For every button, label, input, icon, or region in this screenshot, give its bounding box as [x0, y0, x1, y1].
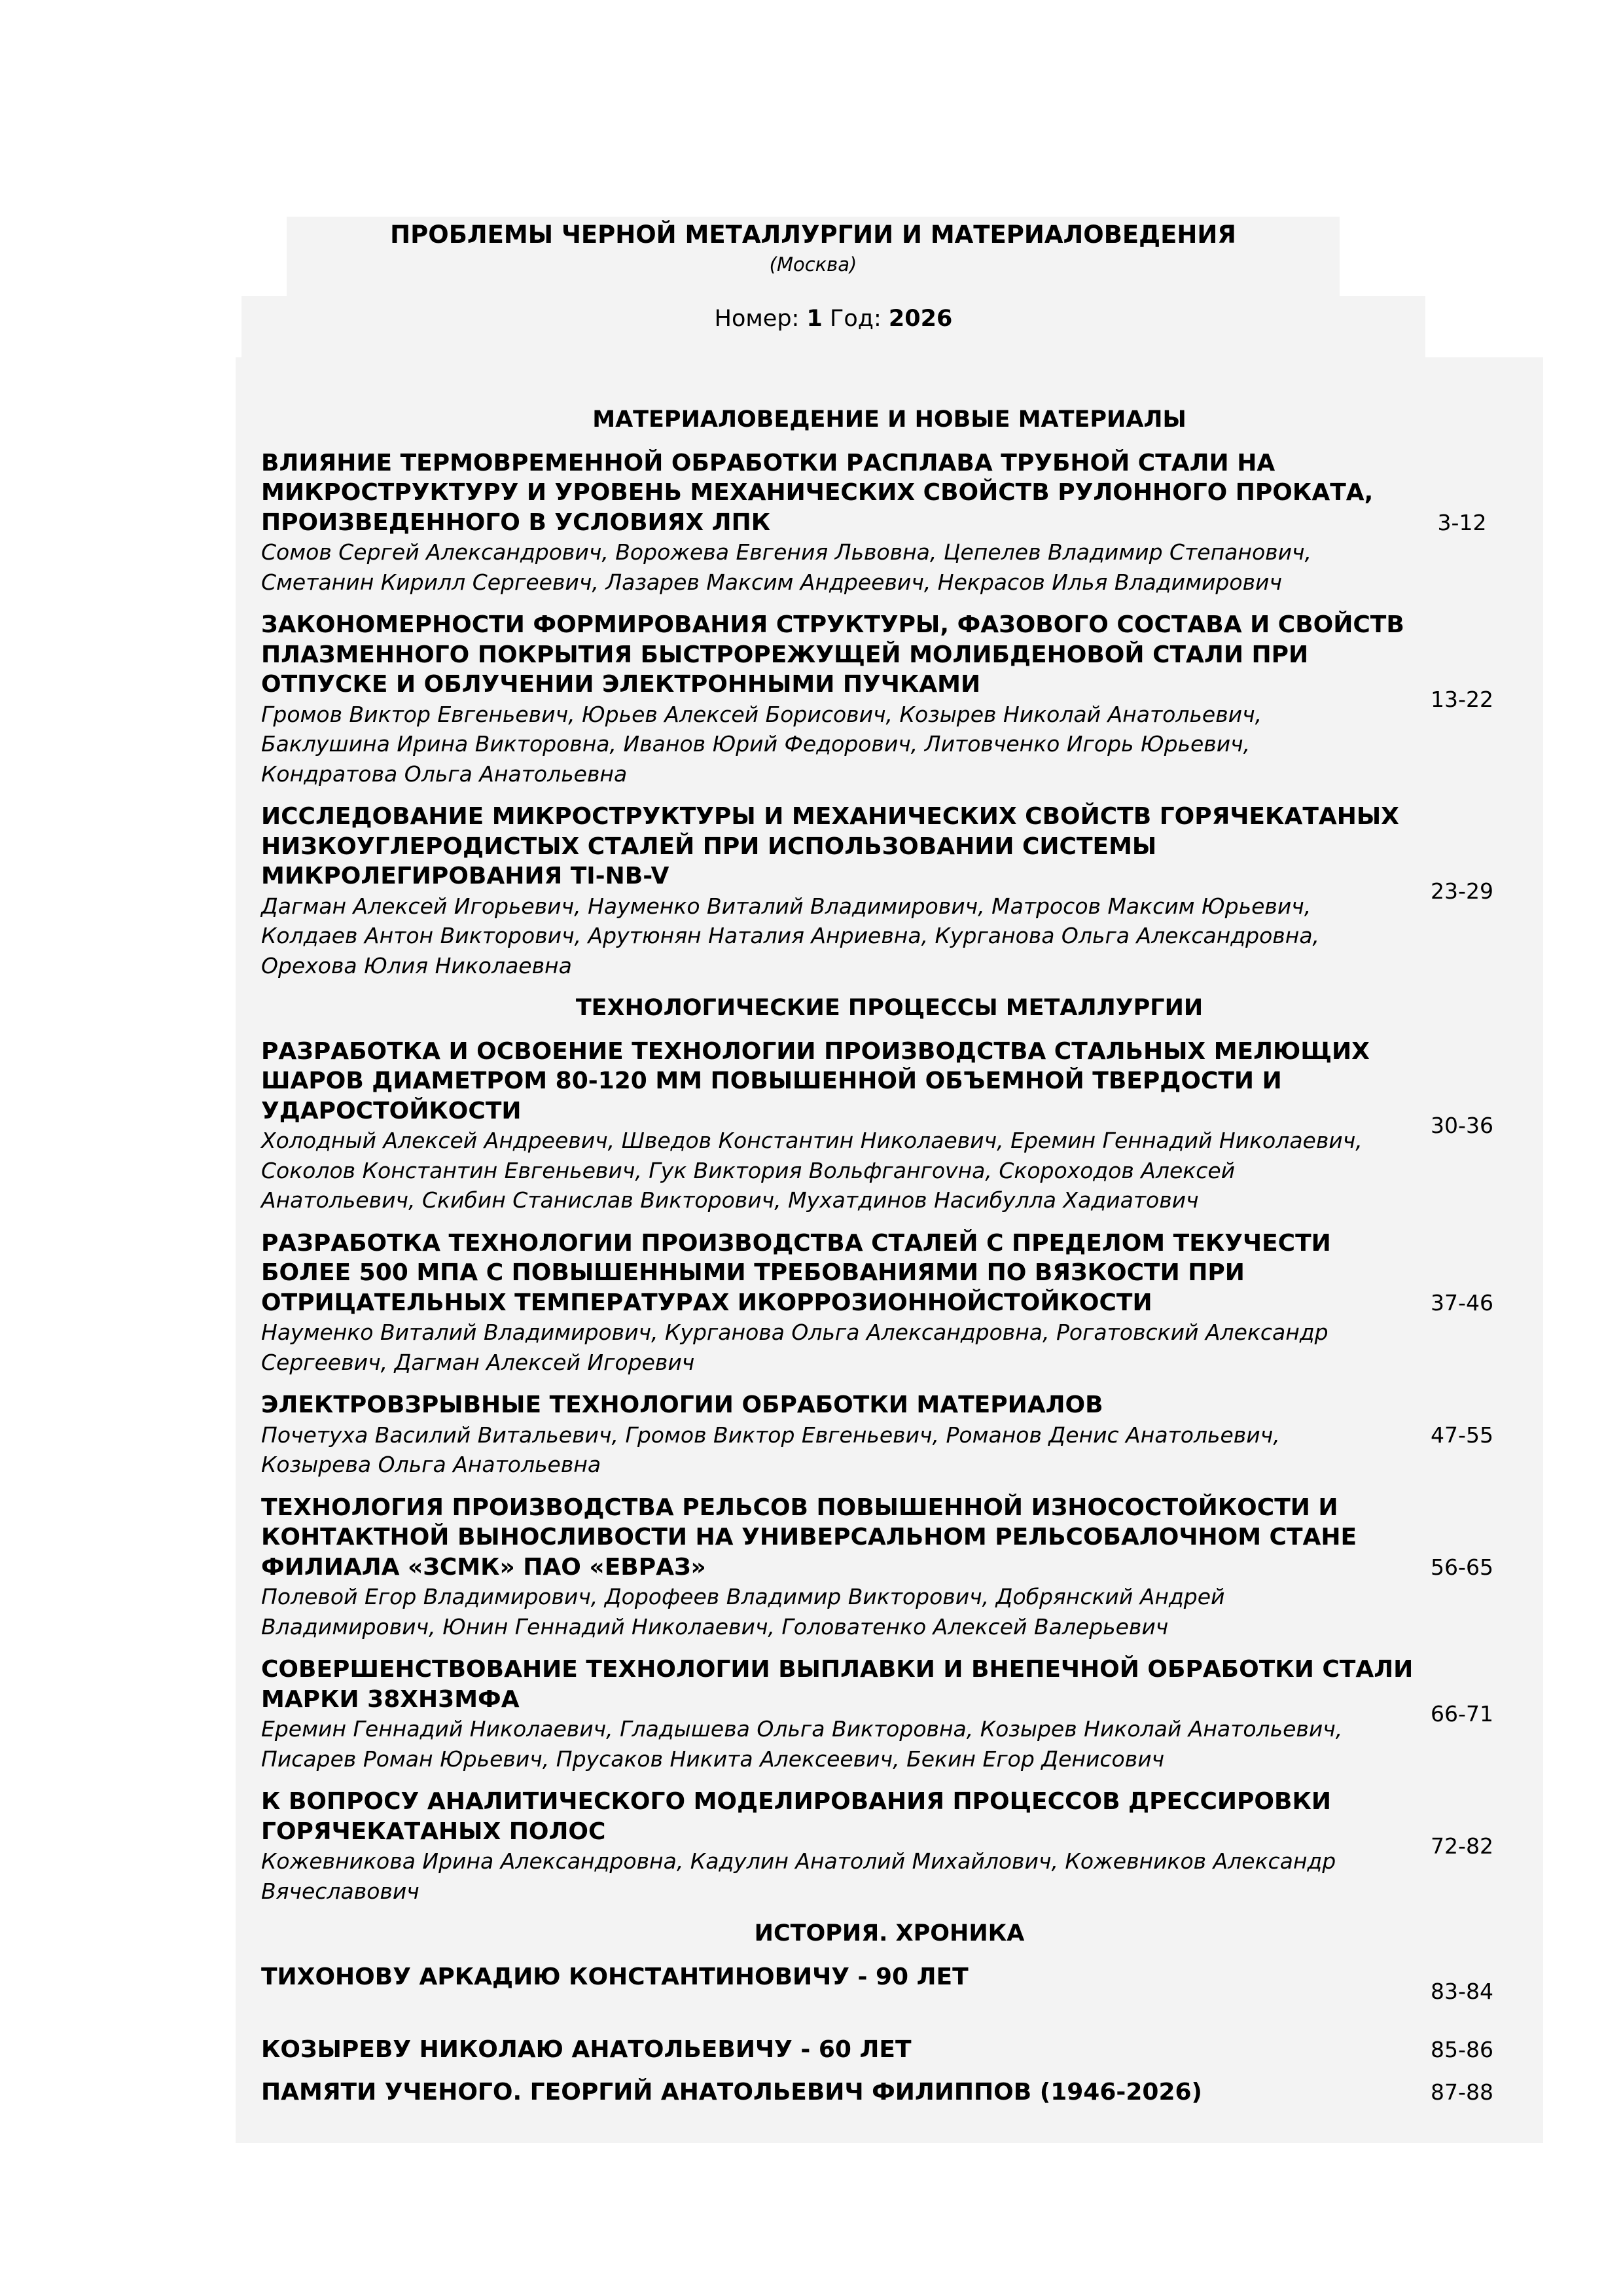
- article-title-line[interactable]: МАРКИ 38ХН3МФА: [261, 1685, 520, 1713]
- article-authors-line: Кожевникова Ирина Александровна, Кадулин Анатолий Михайлович, Кожевников Александр: [261, 1848, 1336, 1874]
- article-title-line[interactable]: КОНТАКТНОЙ ВЫНОСЛИВОСТИ НА УНИВЕРСАЛЬНОМ РЕЛЬСОБАЛОЧНОМ СТАНЕ: [261, 1524, 1357, 1551]
- toc-entry: [236, 1655, 1543, 1774]
- section-heading: МАТЕРИАЛОВЕДЕНИЕ И НОВЫЕ МАТЕРИАЛЫ: [592, 406, 1186, 433]
- entry-body: [236, 1037, 1406, 1215]
- entry-body: [236, 1655, 1414, 1774]
- entry-body: [236, 2035, 1406, 2065]
- article-pages: 37-46: [1431, 1289, 1493, 1316]
- article-authors-line: Кондратова Ольга Анатольевна: [261, 761, 628, 787]
- article-authors-line: Орехова Юлия Николаевна: [261, 952, 572, 978]
- article-authors-line: Баклушина Ирина Викторовна, Иванов Юрий Федорович, Литовченко Игорь Юрьевич,: [261, 731, 1251, 757]
- article-title-line[interactable]: ФИЛИАЛА «ЗСМК» ПАО «ЕВРАЗ»: [261, 1553, 706, 1581]
- article-pages: 66-71: [1431, 1701, 1493, 1727]
- article-title-line[interactable]: МИКРОЛЕГИРОВАНИЯ TI-NB-V: [261, 863, 669, 889]
- toc-entry: [236, 1962, 1543, 2022]
- article-authors-line: Науменко Виталий Владимирович, Курганова Ольга Александровна, Рогатовский Александр: [261, 1319, 1329, 1345]
- article-authors-line: Сомов Сергей Александрович, Ворожева Евгения Львовна, Цепелев Владимир Степанович,: [261, 539, 1312, 565]
- article-title-line[interactable]: СОВЕРШЕНСТВОВАНИЕ ТЕХНОЛОГИИ ВЫПЛАВКИ И ВНЕПЕЧНОЙ ОБРАБОТКИ СТАЛИ: [261, 1656, 1414, 1683]
- article-authors-line: Вячеславович: [261, 1878, 419, 1904]
- article-title-line[interactable]: ШАРОВ ДИАМЕТРОМ 80-120 ММ ПОВЫШЕННОЙ ОБЪЕМНОЙ ТВЕРДОСТИ И: [261, 1067, 1282, 1094]
- article-title-line[interactable]: РАЗРАБОТКА И ОСВОЕНИЕ ТЕХНОЛОГИИ ПРОИЗВОДСТВА СТАЛЬНЫХ МЕЛЮЩИХ: [261, 1037, 1370, 1065]
- toc-entry: [236, 2077, 1543, 2108]
- toc-entry: [236, 1037, 1543, 1215]
- toc-entry: [236, 2035, 1543, 2065]
- article-pages: 56-65: [1431, 1554, 1493, 1580]
- article-authors-line: Сметанин Кирилл Сергеевич, Лазарев Максим Андреевич, Некрасов Илья Владимирович: [261, 569, 1282, 595]
- section-heading: ТЕХНОЛОГИЧЕСКИЕ ПРОЦЕССЫ МЕТАЛЛУРГИИ: [575, 995, 1204, 1021]
- issue-label: Номер:: [714, 306, 800, 332]
- article-authors-line: Почетуха Василий Витальевич, Громов Виктор Евгеньевич, Романов Денис Анатольевич,: [261, 1422, 1280, 1448]
- article-title-line[interactable]: К ВОПРОСУ АНАЛИТИЧЕСКОГО МОДЕЛИРОВАНИЯ ПРОЦЕССОВ ДРЕССИРОВКИ: [261, 1788, 1332, 1815]
- article-authors-line: Козырева Ольга Анатольевна: [261, 1452, 601, 1477]
- article-authors-line: Писарев Роман Юрьевич, Прусаков Никита Алексеевич, Бекин Егор Денисович: [261, 1746, 1165, 1772]
- article-pages: 87-88: [1431, 2079, 1493, 2105]
- article-pages: 85-86: [1431, 2036, 1493, 2062]
- section-heading: ИСТОРИЯ. ХРОНИКА: [754, 1920, 1025, 1946]
- article-authors-line: Холодный Алексей Андреевич, Шведов Константин Николаевич, Еремин Геннадий Николаевич,: [261, 1128, 1363, 1153]
- entry-body: [236, 1493, 1406, 1642]
- table-of-contents: [236, 405, 1543, 2121]
- article-pages: 83-84: [1431, 1979, 1493, 2005]
- entry-body: [236, 610, 1406, 789]
- article-pages: 72-82: [1431, 1833, 1493, 1859]
- article-title-line[interactable]: ЗАКОНОМЕРНОСТИ ФОРМИРОВАНИЯ СТРУКТУРЫ, ФАЗОВОГО СОСТАВА И СВОЙСТВ: [261, 611, 1404, 638]
- blank-line: [261, 1992, 1406, 2022]
- article-authors-line: Полевой Егор Владимирович, Дорофеев Владимир Викторович, Добрянский Андрей: [261, 1584, 1225, 1609]
- toc-entry: [236, 610, 1543, 789]
- journal-city: (Москва): [769, 253, 857, 276]
- toc-entry: [236, 802, 1543, 980]
- article-authors-line: Дагман Алексей Игорьевич, Науменко Виталий Владимирович, Матросов Максим Юрьевич,: [261, 893, 1311, 919]
- entry-body: [236, 802, 1406, 980]
- article-title-line[interactable]: НИЗКОУГЛЕРОДИСТЫХ СТАЛЕЙ ПРИ ИСПОЛЬЗОВАНИИ СИСТЕМЫ: [261, 833, 1157, 860]
- article-authors-line: Соколов Константин Евгеньевич, Гук Виктория Вольфгангovна, Скороходов Алексей: [261, 1157, 1236, 1183]
- toc-entry: [236, 1229, 1543, 1378]
- article-pages: 30-36: [1431, 1113, 1493, 1139]
- article-title-line[interactable]: ПЛАЗМЕННОГО ПОКРЫТИЯ БЫСТРОРЕЖУЩЕЙ МОЛИБДЕНОВОЙ СТАЛИ ПРИ: [261, 641, 1309, 668]
- article-title-line[interactable]: ОТРИЦАТЕЛЬНЫХ ТЕМПЕРАТУРАХ ИКОРРОЗИОННОЙСТОЙКОСТИ: [261, 1289, 1152, 1316]
- entry-body: [236, 1229, 1406, 1378]
- entry-body: [236, 1962, 1406, 2022]
- article-title-line[interactable]: ТЕХНОЛОГИЯ ПРОИЗВОДСТВА РЕЛЬСОВ ПОВЫШЕННОЙ ИЗНОСОСТОЙКОСТИ И: [261, 1494, 1338, 1521]
- entry-body: [236, 2077, 1406, 2108]
- article-authors-line: Колдаев Антон Викторович, Арутюнян Наталия Анриевна, Курганова Ольга Александровна,: [261, 923, 1320, 948]
- article-pages: 23-29: [1431, 878, 1493, 904]
- article-title-line[interactable]: МИКРОСТРУКТУРУ И УРОВЕНЬ МЕХАНИЧЕСКИХ СВОЙСТВ РУЛОННОГО ПРОКАТА,: [261, 479, 1374, 506]
- journal-title: ПРОБЛЕМЫ ЧЕРНОЙ МЕТАЛЛУРГИИ И МАТЕРИАЛОВЕДЕНИЯ: [390, 221, 1236, 249]
- article-title-line[interactable]: ВЛИЯНИЕ ТЕРМОВРЕМЕННОЙ ОБРАБОТКИ РАСПЛАВА ТРУБНОЙ СТАЛИ НА: [261, 449, 1275, 476]
- article-title-line[interactable]: РАЗРАБОТКА ТЕХНОЛОГИИ ПРОИЗВОДСТВА СТАЛЕЙ С ПРЕДЕЛОМ ТЕКУЧЕСТИ: [261, 1229, 1331, 1257]
- issue-number: 1: [806, 306, 823, 332]
- article-pages: 3-12: [1437, 509, 1487, 535]
- toc-entry: [236, 448, 1543, 598]
- article-authors-line: Сергеевич, Дагман Алексей Игоревич: [261, 1349, 695, 1375]
- article-title-line[interactable]: ЭЛЕКТРОВЗРЫВНЫЕ ТЕХНОЛОГИИ ОБРАБОТКИ МАТЕРИАЛОВ: [261, 1391, 1103, 1418]
- article-title-line[interactable]: БОЛЕЕ 500 МПА С ПОВЫШЕННЫМИ ТРЕБОВАНИЯМИ ПО ВЯЗКОСТИ ПРИ: [261, 1259, 1245, 1286]
- year-value: 2026: [888, 306, 953, 332]
- article-title-line[interactable]: ОТПУСКЕ И ОБЛУЧЕНИИ ЭЛЕКТРОННЫМИ ПУЧКАМИ: [261, 671, 981, 698]
- entry-body: [236, 1390, 1406, 1480]
- toc-entry: [236, 1787, 1543, 1906]
- article-title-line[interactable]: ГОРЯЧЕКАТАНЫХ ПОЛОС: [261, 1818, 606, 1845]
- article-authors-line: Еремин Геннадий Николаевич, Гладышева Ольга Викторовна, Козырев Николай Анатольевич,: [261, 1716, 1343, 1742]
- article-authors-line: Анатольевич, Скибин Станислав Викторович, Мухатдинов Насибулла Хадиатович: [261, 1187, 1199, 1213]
- article-title-line[interactable]: УДАРОСТОЙКОСТИ: [261, 1097, 522, 1124]
- toc-entry: [236, 1493, 1543, 1642]
- article-title-line[interactable]: КОЗЫРЕВУ НИКОЛАЮ АНАТОЛЬЕВИЧУ - 60 ЛЕТ: [261, 2036, 912, 2063]
- toc-entry: [236, 1390, 1543, 1480]
- article-pages: 47-55: [1431, 1422, 1493, 1448]
- entry-body: [236, 448, 1406, 598]
- article-title-line[interactable]: ПАМЯТИ УЧЕНОГО. ГЕОРГИЙ АНАТОЛЬЕВИЧ ФИЛИППОВ (1946-2026): [261, 2079, 1202, 2106]
- article-title-line[interactable]: ПРОИЗВЕДЕННОГО В УСЛОВИЯХ ЛПК: [261, 509, 771, 536]
- article-title-line[interactable]: ТИХОНОВУ АРКАДИЮ КОНСТАНТИНОВИЧУ - 90 ЛЕТ: [261, 1963, 969, 1990]
- issue-info: [241, 304, 1425, 334]
- article-title-line[interactable]: ИССЛЕДОВАНИЕ МИКРОСТРУКТУРЫ И МЕХАНИЧЕСКИХ СВОЙСТВ ГОРЯЧЕКАТАНЫХ: [261, 803, 1399, 830]
- article-authors-line: Владимирович, Юнин Геннадий Николаевич, Головатенко Алексей Валерьевич: [261, 1613, 1169, 1640]
- entry-body: [236, 1787, 1406, 1906]
- article-authors-line: Громов Виктор Евгеньевич, Юрьев Алексей Борисович, Козырев Николай Анатольевич,: [261, 701, 1262, 727]
- article-pages: 13-22: [1431, 686, 1493, 712]
- year-label: Год:: [830, 306, 882, 332]
